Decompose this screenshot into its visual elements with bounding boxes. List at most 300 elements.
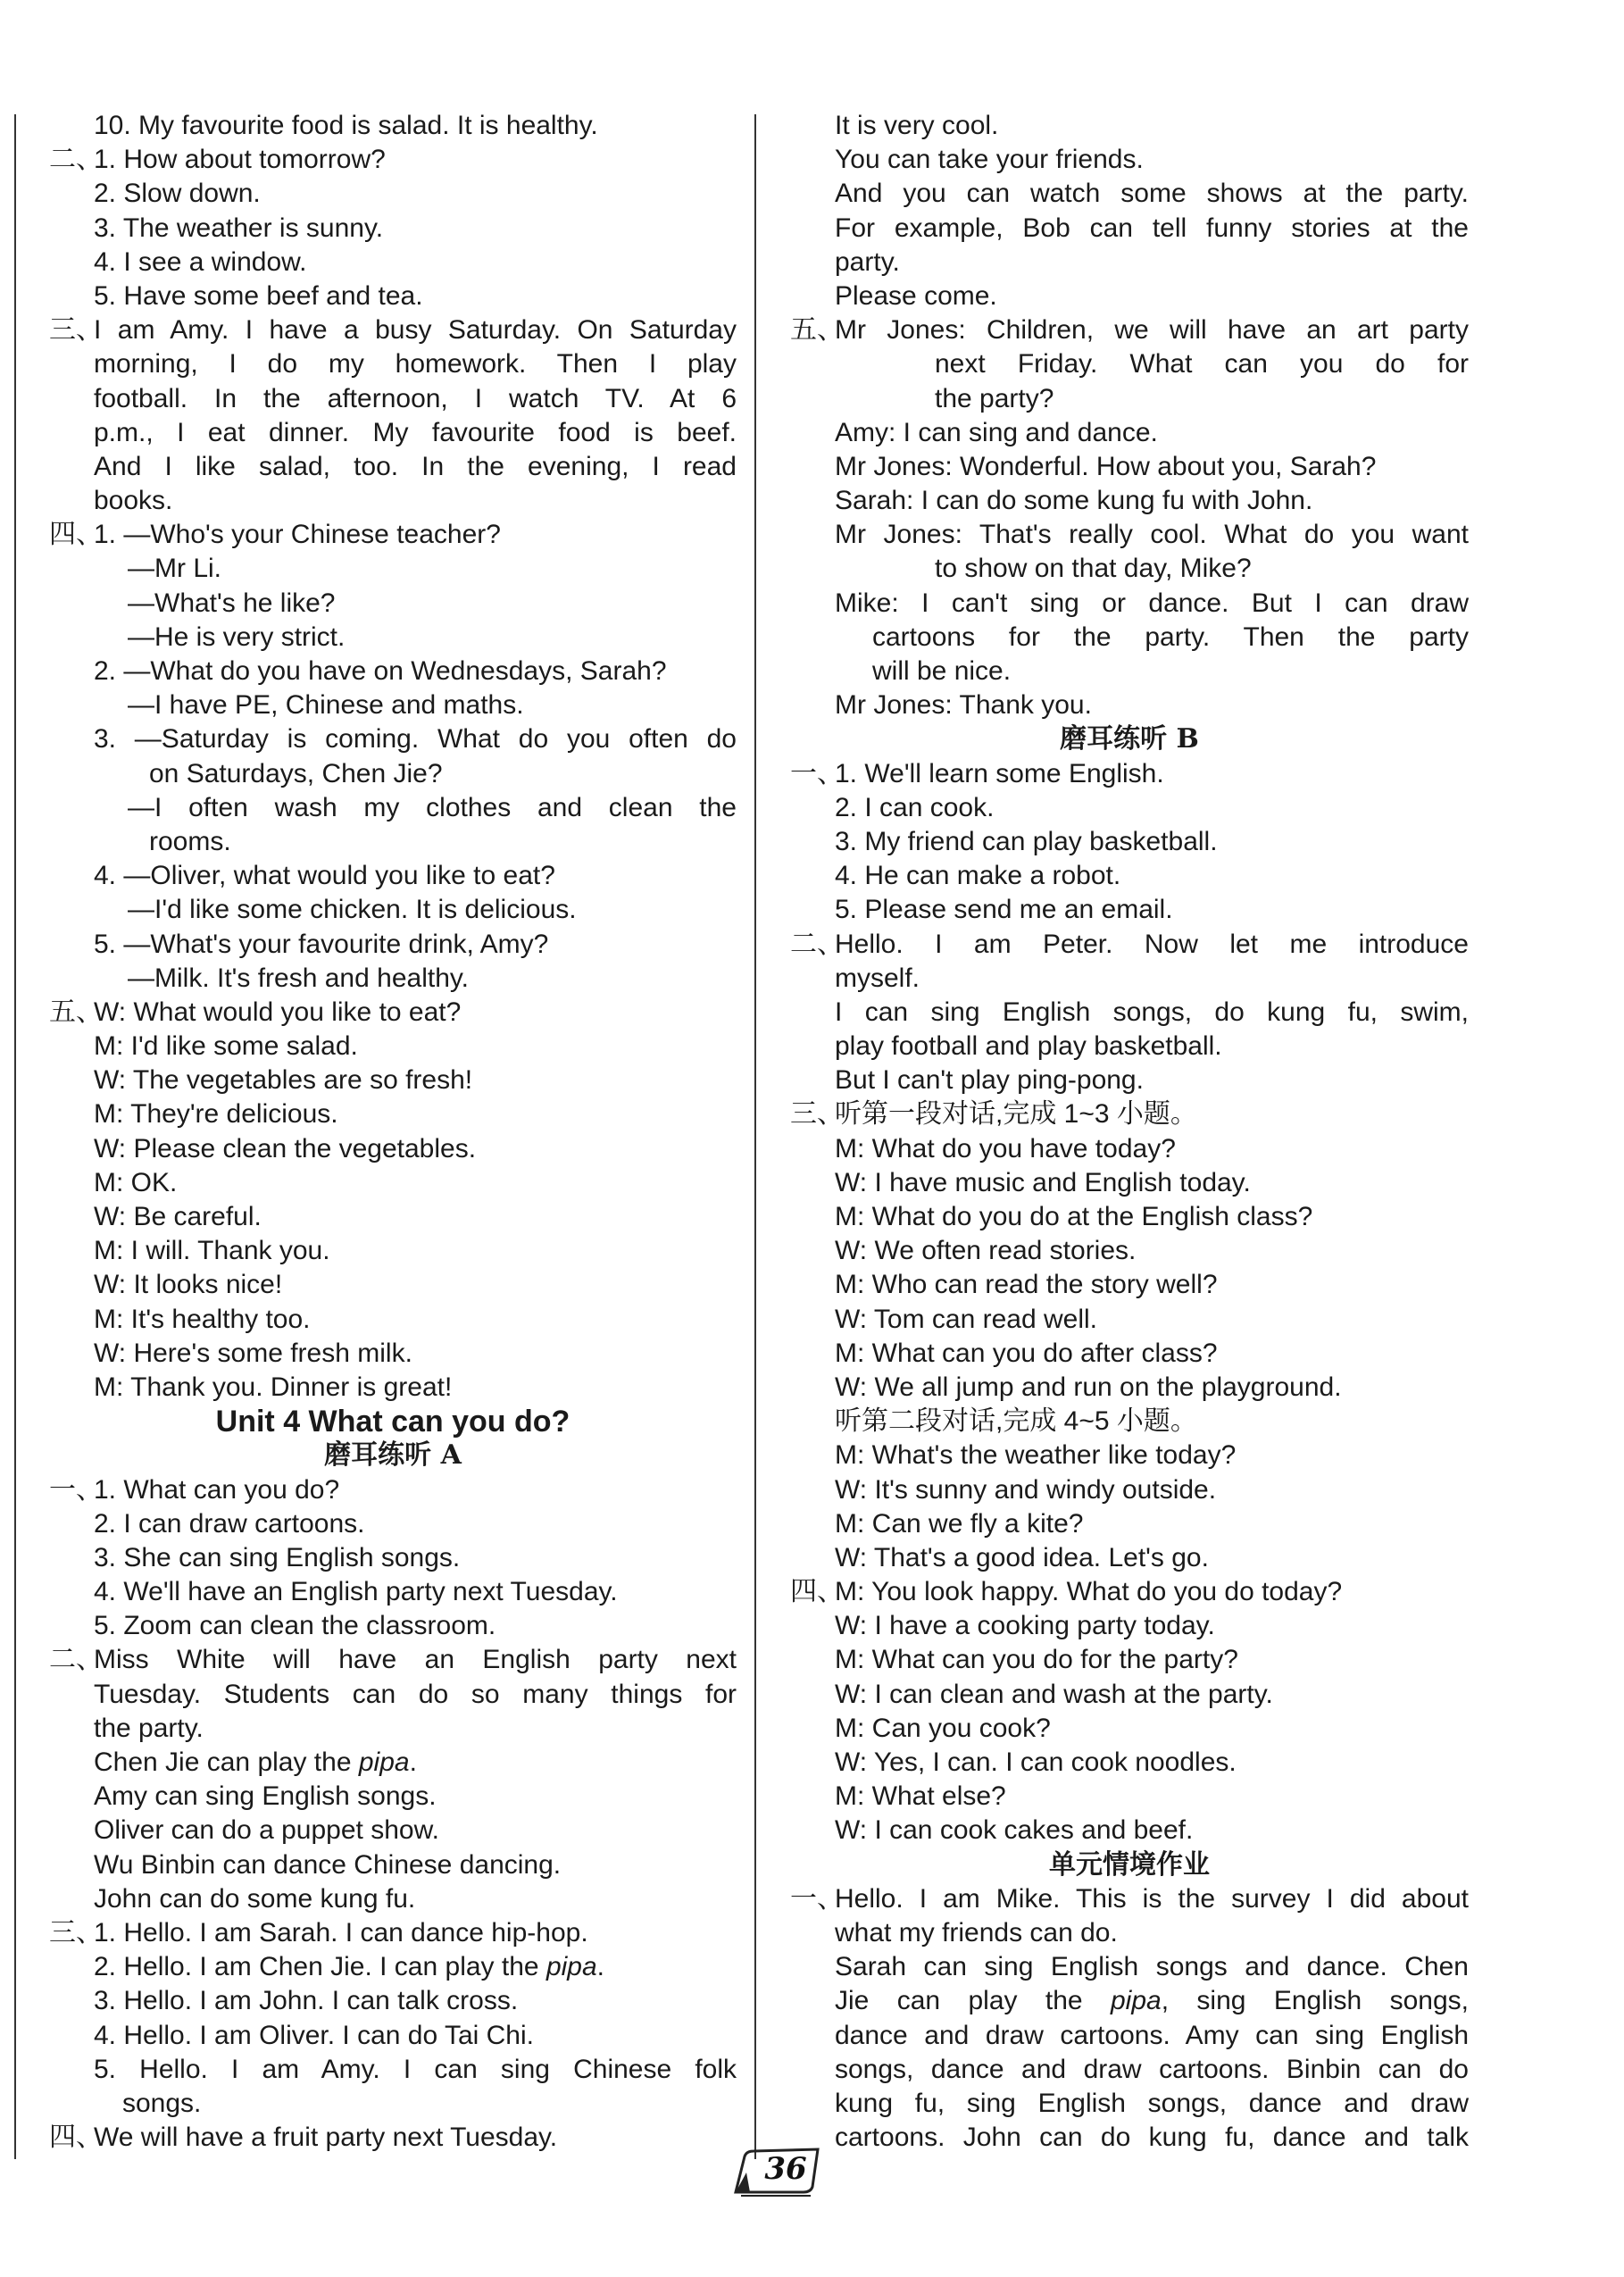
text-line — [790, 1507, 1469, 1541]
text-line — [49, 1234, 737, 1268]
line-text — [835, 212, 1469, 246]
text-run: songs. — [122, 2088, 202, 2118]
text-run: M: Can you cook? — [835, 1713, 1051, 1743]
text-run: 听第二段对话,完成 4~5 小题。 — [835, 1406, 1197, 1437]
line-text — [835, 1541, 1469, 1575]
line-text — [835, 1166, 1469, 1200]
text-line — [49, 928, 737, 962]
line-text — [94, 1712, 737, 1746]
text-line — [790, 1473, 1469, 1507]
line-text — [128, 621, 737, 655]
line-text — [835, 825, 1469, 859]
text-run: Wu Binbin can dance Chinese dancing. — [94, 1849, 562, 1880]
line-text — [94, 1814, 737, 1847]
line-text — [94, 1916, 737, 1950]
text-run: 1. What can you do? — [94, 1474, 340, 1505]
line-text — [94, 1780, 737, 1814]
line-text — [835, 246, 1469, 279]
text-run: W: We often read stories. — [835, 1236, 1137, 1266]
text-line — [49, 2121, 737, 2155]
text-line — [790, 621, 1469, 655]
section-number: 四、 — [49, 2123, 103, 2153]
line-text — [94, 1609, 737, 1643]
text-run: 4. Hello. I am Oliver. I can do Tai Chi. — [94, 2020, 534, 2050]
text-run: W: I can cook cakes and beef. — [835, 1815, 1194, 1846]
line-text — [835, 1712, 1469, 1746]
text-line — [790, 450, 1469, 484]
text-line — [49, 1132, 737, 1166]
text-line — [790, 1643, 1469, 1677]
line-text — [94, 1234, 737, 1268]
line-text — [835, 279, 1469, 313]
text-run: W: Tom can read well. — [835, 1304, 1098, 1334]
text-line — [49, 1746, 737, 1780]
line-text — [94, 1678, 737, 1712]
text-line — [49, 2087, 737, 2121]
text-run: play football and play basketball. — [835, 1031, 1222, 1062]
text-line — [49, 143, 737, 177]
text-run: You can take your friends. — [835, 145, 1144, 175]
text-line — [49, 893, 737, 927]
line-text — [835, 1575, 1469, 1609]
text-run: —He is very strict. — [128, 621, 346, 652]
text-run: Mr Jones: That's really cool. What do you want — [835, 520, 1469, 550]
text-line — [49, 1575, 737, 1609]
text-run: 2. —What do you have on Wednesdays, Sarah? — [94, 656, 667, 686]
text-line — [49, 518, 737, 552]
line-text — [94, 1984, 737, 2018]
unit-heading: Unit 4 What can you do? — [215, 1405, 570, 1439]
text-line — [49, 109, 737, 143]
text-line — [790, 1814, 1469, 1847]
line-text — [94, 859, 737, 893]
right-column — [790, 109, 1469, 2155]
line-text — [94, 1950, 737, 1984]
text-run: Oliver can do a puppet show. — [94, 1815, 439, 1846]
text-line — [49, 1643, 737, 1677]
text-run: 4. —Oliver, what would you like to eat? — [94, 861, 555, 891]
text-line — [790, 2053, 1469, 2087]
line-text — [835, 2053, 1469, 2087]
line-text — [835, 143, 1469, 177]
line-text — [835, 1507, 1469, 1541]
italic-term: pipa — [545, 1952, 597, 1982]
line-text — [835, 450, 1469, 484]
text-line — [790, 1030, 1469, 1063]
text-run: M: You look happy. What do you do today? — [835, 1577, 1343, 1607]
text-line — [49, 1063, 737, 1097]
line-text — [835, 1268, 1469, 1302]
text-run: Please come. — [835, 280, 997, 311]
text-line — [49, 1371, 737, 1405]
text-run: M: What can you do for the party? — [835, 1645, 1238, 1675]
text-line — [49, 1541, 737, 1575]
text-line — [790, 1200, 1469, 1234]
text-line — [790, 1916, 1469, 1950]
section-number: 四、 — [49, 520, 103, 550]
text-line — [790, 246, 1469, 279]
line-text — [94, 1507, 737, 1541]
line-text — [835, 1643, 1469, 1677]
line-text — [835, 1950, 1469, 1984]
text-line — [49, 347, 737, 381]
text-line — [49, 996, 737, 1030]
text-line — [790, 484, 1469, 518]
text-run: M: OK. — [94, 1167, 178, 1197]
text-run: M: I'd like some salad. — [94, 1031, 358, 1062]
line-text — [94, 313, 737, 347]
text-run: M: I will. Thank you. — [94, 1236, 330, 1266]
line-text — [94, 1746, 737, 1780]
line-text — [835, 688, 1469, 722]
text-run: 1. We'll learn some English. — [835, 758, 1164, 788]
text-run: —I have PE, Chinese and maths. — [128, 690, 524, 721]
line-text — [94, 1337, 737, 1371]
line-text — [94, 928, 737, 962]
text-line — [49, 1473, 737, 1507]
text-line — [790, 962, 1469, 996]
text-line — [790, 1575, 1469, 1609]
text-run: 3. Hello. I am John. I can talk cross. — [94, 1986, 519, 2016]
line-text — [835, 1780, 1469, 1814]
text-line — [49, 313, 737, 347]
text-run: M: What do you do at the English class? — [835, 1202, 1313, 1231]
text-run: And you can watch some shows at the party. — [835, 179, 1469, 209]
text-line — [790, 382, 1469, 416]
text-line — [49, 621, 737, 655]
line-text — [835, 2019, 1469, 2053]
text-run: Jie can play the — [835, 1986, 1111, 2016]
line-text — [835, 757, 1469, 791]
line-text — [149, 757, 737, 791]
line-text — [835, 1200, 1469, 1234]
line-text — [94, 143, 737, 177]
line-text — [835, 1063, 1469, 1097]
line-text — [935, 382, 1469, 416]
line-text — [835, 1473, 1469, 1507]
line-text — [835, 484, 1469, 518]
text-line — [790, 313, 1469, 347]
text-line — [49, 859, 737, 893]
line-text — [94, 2121, 737, 2155]
text-run: songs, dance and draw cartoons. Binbin can do — [835, 2054, 1469, 2084]
section-number: 五、 — [790, 315, 844, 346]
text-run: 5. Please send me an email. — [835, 895, 1173, 925]
line-text — [94, 2053, 737, 2087]
text-line — [790, 893, 1469, 927]
column-divider — [754, 114, 756, 2159]
line-text — [835, 791, 1469, 825]
text-run: p.m., I eat dinner. My favourite food is beef. — [94, 417, 737, 447]
section-heading: 磨耳练听 B — [1060, 723, 1199, 755]
line-text — [94, 246, 737, 279]
line-text — [835, 859, 1469, 893]
line-text — [128, 587, 737, 621]
section-number: 五、 — [49, 997, 103, 1027]
text-run: 2. Slow down. — [94, 179, 261, 209]
line-text — [872, 655, 1469, 688]
text-run: Hello. I am Peter. Now let me introduce — [835, 929, 1469, 959]
text-run: 3. She can sing English songs. — [94, 1542, 461, 1572]
text-run: John can do some kung fu. — [94, 1883, 416, 1914]
text-run: M: They're delicious. — [94, 1099, 338, 1130]
line-text — [94, 1303, 737, 1337]
text-run: what my friends can do. — [835, 1917, 1118, 1948]
text-line — [49, 757, 737, 791]
line-text — [128, 791, 737, 825]
section-number: 一、 — [790, 758, 844, 788]
text-line — [790, 1882, 1469, 1916]
text-run: 5. Hello. I am Amy. I can sing Chinese folk — [94, 2054, 737, 2084]
line-text — [835, 1916, 1469, 1950]
text-run: W: Please clean the vegetables. — [94, 1133, 477, 1164]
text-run: W: I have a cooking party today. — [835, 1611, 1215, 1641]
text-line — [49, 382, 737, 416]
text-line — [790, 1234, 1469, 1268]
line-text — [835, 996, 1469, 1030]
text-run: Amy: I can sing and dance. — [835, 417, 1158, 447]
text-run: Amy can sing English songs. — [94, 1781, 437, 1812]
line-text — [835, 587, 1469, 621]
text-line — [790, 279, 1469, 313]
text-run: on Saturdays, Chen Jie? — [149, 758, 443, 788]
line-text — [835, 313, 1469, 347]
text-run: W: The vegetables are so fresh! — [94, 1065, 473, 1096]
line-text — [94, 279, 737, 313]
text-run: 1. How about tomorrow? — [94, 145, 386, 175]
text-line — [790, 1712, 1469, 1746]
text-run: to show on that day, Mike? — [935, 554, 1252, 584]
text-line — [49, 1814, 737, 1847]
text-run: And I like salad, too. In the evening, I read — [94, 451, 737, 481]
text-line — [49, 1166, 737, 1200]
line-text — [835, 1814, 1469, 1847]
text-line — [790, 1405, 1469, 1439]
text-run: next Friday. What can you do for — [935, 349, 1469, 380]
text-line — [49, 279, 737, 313]
page-number: 36 — [764, 2151, 807, 2187]
text-line — [790, 1541, 1469, 1575]
text-run: kung fu, sing English songs, dance and draw — [835, 2088, 1469, 2118]
line-text — [94, 382, 737, 416]
text-run: W: It's sunny and windy outside. — [835, 1474, 1217, 1505]
line-text — [835, 1984, 1469, 2018]
line-text — [835, 1405, 1469, 1439]
text-run: 3. My friend can play basketball. — [835, 826, 1218, 856]
text-run: 2. I can draw cartoons. — [94, 1508, 365, 1539]
line-text — [835, 1371, 1469, 1405]
line-text — [128, 688, 737, 722]
text-line — [49, 791, 737, 825]
line-text — [94, 1166, 737, 1200]
text-line — [790, 791, 1469, 825]
text-run: W: We all jump and run on the playground. — [835, 1372, 1342, 1402]
line-text — [94, 996, 737, 1030]
text-line — [790, 1609, 1469, 1643]
section-number: 四、 — [790, 1577, 844, 1607]
line-text — [128, 893, 737, 927]
line-text — [835, 1678, 1469, 1712]
section-number: 一、 — [49, 1474, 103, 1505]
text-line — [49, 416, 737, 450]
text-line — [790, 552, 1469, 586]
section-number: 三、 — [49, 315, 103, 346]
text-run: But I can't play ping-pong. — [835, 1065, 1144, 1096]
text-run: morning, I do my homework. Then I play — [94, 349, 737, 380]
text-run: 5. Have some beef and tea. — [94, 280, 423, 311]
text-line — [790, 416, 1469, 450]
text-run: —I'd like some chicken. It is delicious. — [128, 895, 577, 925]
line-text — [935, 347, 1469, 381]
line-text — [835, 1303, 1469, 1337]
text-line — [49, 1097, 737, 1131]
section-number: 二、 — [49, 1645, 103, 1675]
text-run: 4. We'll have an English party next Tuesday. — [94, 1577, 618, 1607]
text-run: Tuesday. Students can do so many things for — [94, 1679, 737, 1709]
text-line — [790, 109, 1469, 143]
line-text — [835, 177, 1469, 211]
text-run: —Mr Li. — [128, 554, 221, 584]
line-text — [94, 1643, 737, 1677]
line-text — [94, 1200, 737, 1234]
text-run-after: . — [596, 1952, 604, 1982]
line-text — [94, 1132, 737, 1166]
line-text — [835, 109, 1469, 143]
text-line — [790, 1097, 1469, 1131]
text-line — [790, 518, 1469, 552]
line-text — [94, 1541, 737, 1575]
text-run: cartoons for the party. Then the party — [872, 621, 1469, 652]
section-number: 三、 — [49, 1917, 103, 1948]
text-run: M: What can you do after class? — [835, 1338, 1218, 1368]
text-line — [49, 1507, 737, 1541]
text-run: books. — [94, 486, 173, 516]
text-run: 1. Hello. I am Sarah. I can dance hip-hop. — [94, 1917, 588, 1948]
line-text — [94, 2019, 737, 2053]
line-text — [835, 416, 1469, 450]
line-text — [835, 1132, 1469, 1166]
text-run: I can sing English songs, do kung fu, swim, — [835, 997, 1469, 1027]
section-number: 二、 — [790, 929, 844, 959]
text-run-after: , sing English songs, — [1161, 1986, 1469, 2016]
text-line — [790, 1063, 1469, 1097]
text-run: Mr Jones: Thank you. — [835, 690, 1092, 721]
line-text — [835, 2121, 1469, 2155]
text-line — [790, 1268, 1469, 1302]
text-line — [49, 1882, 737, 1916]
text-line — [790, 1337, 1469, 1371]
line-text — [128, 552, 737, 586]
text-run: Sarah: I can do some kung fu with John. — [835, 486, 1313, 516]
line-text — [835, 1439, 1469, 1472]
text-line — [790, 1439, 1469, 1472]
text-line — [49, 1609, 737, 1643]
line-text — [835, 518, 1469, 552]
line-text — [835, 1234, 1469, 1268]
text-line — [49, 1712, 737, 1746]
text-line — [790, 2019, 1469, 2053]
text-run: the party? — [935, 383, 1054, 413]
text-line — [49, 1848, 737, 1882]
text-line — [49, 177, 737, 211]
text-run: party. — [835, 246, 900, 277]
line-text — [94, 177, 737, 211]
text-line — [49, 450, 737, 484]
line-text — [94, 1848, 737, 1882]
text-run: rooms. — [149, 826, 231, 856]
line-text — [94, 1063, 737, 1097]
text-line — [49, 1950, 737, 1984]
text-run: myself. — [835, 963, 920, 993]
text-line — [49, 1268, 737, 1302]
text-run: —Milk. It's fresh and healthy. — [128, 963, 469, 993]
line-text — [835, 1097, 1469, 1131]
text-run: 2. I can cook. — [835, 792, 995, 822]
text-line — [49, 688, 737, 722]
line-text — [835, 1746, 1469, 1780]
text-run: M: What's the weather like today? — [835, 1440, 1237, 1471]
text-line — [790, 212, 1469, 246]
text-run-after: . — [409, 1747, 417, 1777]
text-line — [790, 928, 1469, 962]
section-heading: 磨耳练听 A — [324, 1439, 462, 1472]
text-run: 4. He can make a robot. — [835, 861, 1121, 891]
line-text — [94, 655, 737, 688]
text-line — [49, 2053, 737, 2087]
text-run: Miss White will have an English party next — [94, 1645, 737, 1675]
text-run: W: I can clean and wash at the party. — [835, 1679, 1273, 1709]
text-line — [49, 552, 737, 586]
text-line — [49, 484, 737, 518]
text-line — [49, 1303, 737, 1337]
text-line — [790, 177, 1469, 211]
text-run: —I often wash my clothes and clean the — [128, 792, 737, 822]
text-line — [790, 859, 1469, 893]
line-text — [935, 552, 1469, 586]
text-line — [49, 1678, 737, 1712]
text-run: 听第一段对话,完成 1~3 小题。 — [835, 1099, 1197, 1130]
text-line — [790, 2121, 1469, 2155]
text-line — [49, 2019, 737, 2053]
line-text — [94, 416, 737, 450]
text-run: W: Yes, I can. I can cook noodles. — [835, 1747, 1237, 1777]
text-line — [790, 996, 1469, 1030]
text-run: Sarah can sing English songs and dance. Chen — [835, 1952, 1469, 1982]
text-run: Mr Jones: Children, we will have an art party — [835, 315, 1469, 346]
line-text — [94, 1575, 737, 1609]
text-run: 3. The weather is sunny. — [94, 213, 384, 243]
text-line — [49, 825, 737, 859]
text-line — [49, 1780, 737, 1814]
line-text — [835, 962, 1469, 996]
line-text — [835, 1337, 1469, 1371]
text-line — [790, 688, 1469, 722]
text-run: 5. —What's your favourite drink, Amy? — [94, 929, 549, 959]
text-run: W: That's a good idea. Let's go. — [835, 1542, 1209, 1572]
text-run: the party. — [94, 1713, 204, 1743]
italic-term: pipa — [1110, 1986, 1162, 2016]
line-text — [94, 1030, 737, 1063]
text-line — [49, 1984, 737, 2018]
text-run: W: Be careful. — [94, 1202, 262, 1231]
text-line — [49, 722, 737, 756]
text-run: W: Here's some fresh milk. — [94, 1338, 412, 1368]
text-run: 5. Zoom can clean the classroom. — [94, 1611, 496, 1641]
text-line — [49, 1337, 737, 1371]
text-run: M: It's healthy too. — [94, 1304, 311, 1334]
text-run: 4. I see a window. — [94, 246, 307, 277]
section-number: 二、 — [49, 145, 103, 175]
